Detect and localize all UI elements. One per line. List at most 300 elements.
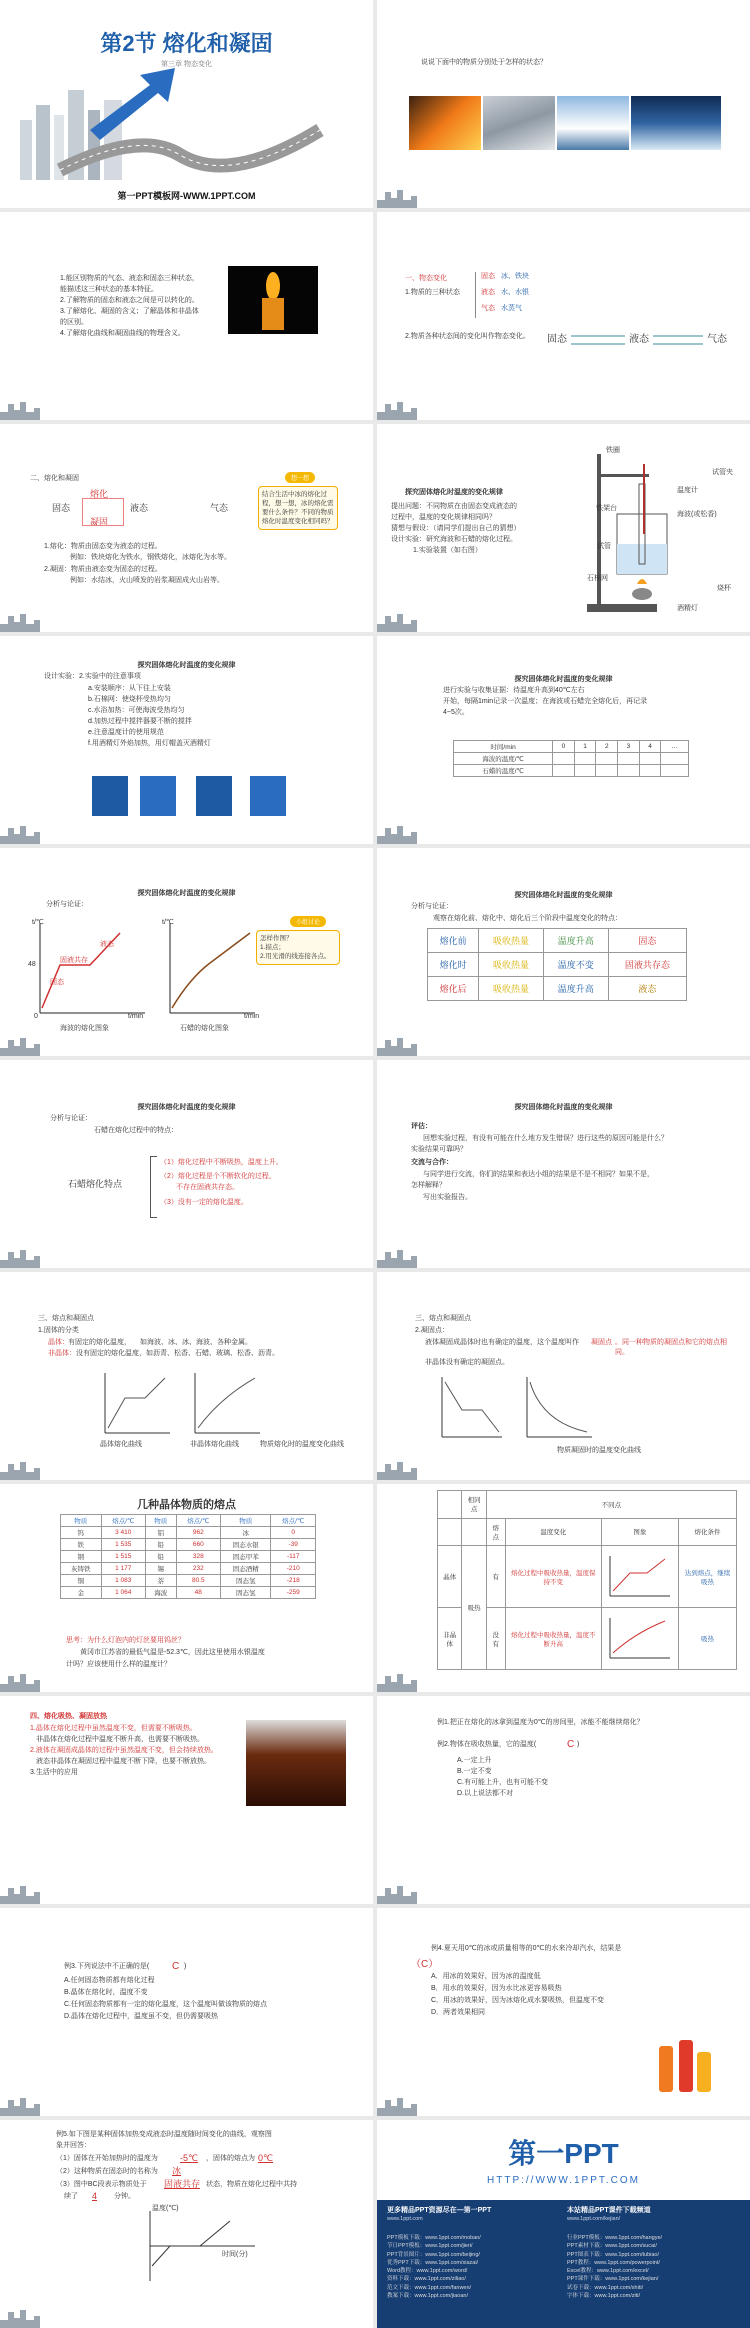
link-industry[interactable]: 行业PPT模板：www.1ppt.com/hangye/ xyxy=(567,2235,663,2241)
row-wax: 石蜡的温度/℃ xyxy=(454,765,553,777)
state-gas: 气态 xyxy=(481,305,495,312)
x-axis-label-2: t/min xyxy=(244,1013,260,1020)
origin-label: 0 xyxy=(34,1013,38,1020)
candle-photo xyxy=(228,266,318,334)
slide-20-example-4 xyxy=(377,1908,750,2116)
fp-intro: 2.凝固点： xyxy=(415,1327,449,1334)
section-heading: 一、物态变化 xyxy=(405,275,447,282)
curves-caption: 物质熔化时的温度变化曲线 xyxy=(260,1441,344,1448)
note-c: c.水浴加热：可使海波受热均匀 xyxy=(88,707,185,714)
objective-3: 3.了解熔化、凝固的含义；了解晶体和非晶体 xyxy=(60,308,199,315)
heat-2: 2.液体在凝固成晶体的过程中虽然温度不变，但会持续放热。 xyxy=(30,1747,218,1754)
freeze-curves xyxy=(437,1372,597,1442)
slide-2-question xyxy=(377,0,750,208)
feature-2: （2）熔化过程是个不断软化的过程， xyxy=(160,1173,276,1180)
stage-before: 熔化前 xyxy=(428,929,479,953)
mp-cell: 铁 xyxy=(61,1539,102,1551)
fp-amorphous: 非晶体没有确定的凝固点。 xyxy=(425,1359,509,1366)
promo-left-sub[interactable]: www.1ppt.com xyxy=(387,2216,423,2222)
objective-4: 4.了解熔化曲线和凝固曲线的物理含义。 xyxy=(60,330,185,337)
slide-3-objectives xyxy=(0,212,373,420)
stage-after-state: 液态 xyxy=(608,977,686,1001)
melting-point-table xyxy=(60,1514,316,1599)
option-b: B．用水的效果好，因为水比冰更容易吸热 xyxy=(431,1985,562,1992)
option-c: C.任何固态物质都有一定的熔化温度，这个温度叫做该物质的熔点 xyxy=(64,2001,267,2008)
objective-2: 2.了解物质的固态和液态之间是可以转化的。 xyxy=(60,297,199,304)
skyline-decoration xyxy=(0,398,373,420)
feature-1: （1）熔化过程中不断吸热，温度上升。 xyxy=(160,1159,283,1166)
section-heading: 二、熔化和凝固 xyxy=(30,475,79,482)
drink-bottles-photo xyxy=(649,2036,719,2096)
same-header: 相同点 xyxy=(462,1491,486,1519)
feature-3: （3）没有一定的熔化温度。 xyxy=(160,1199,248,1206)
example-4: 例4.夏天用0℃的冰或质量相等的0℃的水来冷却汽水，结果是 xyxy=(431,1945,622,1952)
q2-answer: 冰 xyxy=(172,2166,182,2176)
slide-11-wax xyxy=(0,1060,373,1268)
slide-title: 探究固体熔化时温度的变化规律 xyxy=(137,890,236,897)
heat-2b: 液态非晶体在凝固过程中温度不断下降，也要不断放热。 xyxy=(36,1758,211,1765)
mp-cell: 80.5 xyxy=(176,1575,220,1587)
corner xyxy=(438,1491,462,1519)
water-splash-photo xyxy=(557,96,629,150)
x-axis-label: t/min xyxy=(128,1013,144,1020)
amorphous-temp: 熔化过程中吸收热量，温度不断升高 xyxy=(505,1608,601,1670)
mp-cell: 1 535 xyxy=(101,1539,145,1551)
flow-solid: 固态 xyxy=(52,503,71,513)
section-heading: 四、熔化吸热、凝固放热 xyxy=(30,1713,107,1720)
melt-curves xyxy=(100,1368,270,1438)
segment-mixed: 固液共存 xyxy=(60,957,88,964)
stage-after-heat: 吸收热量 xyxy=(479,977,544,1001)
mp-cell: 962 xyxy=(176,1527,220,1539)
slide-13-classification xyxy=(0,1272,373,1480)
stage-during-state: 固液共存态 xyxy=(608,953,686,977)
option-d: D．两者效果相同 xyxy=(431,2009,486,2016)
mp-header-cell: 物质 xyxy=(221,1515,271,1527)
mp-cell: -39 xyxy=(271,1539,316,1551)
skyline-decoration xyxy=(0,2094,373,2116)
bracket xyxy=(475,272,477,318)
mp-cell: 1 083 xyxy=(101,1575,145,1587)
stage-after: 熔化后 xyxy=(428,977,479,1001)
states-intro: 1.物质的三种状态 xyxy=(405,289,460,296)
stage-table xyxy=(427,928,687,1001)
mp-cell: 萘 xyxy=(145,1575,176,1587)
graph-x-label: 时间(分) xyxy=(222,2251,248,2258)
stage-during: 熔化时 xyxy=(428,953,479,977)
skyline-decoration xyxy=(0,1034,373,1056)
link-excel[interactable]: Excel教程：www.1ppt.com/excel/ xyxy=(567,2268,649,2274)
apparatus-diagram xyxy=(577,444,727,624)
example-1: 例1.把正在熔化的冰拿到温度为0℃的房间里，冰能不能继续熔化？ xyxy=(437,1719,644,1726)
lesson-title: 第2节 熔化和凝固 xyxy=(100,31,273,56)
skyline-decoration xyxy=(0,1882,373,1904)
q1-a: （1）固体在开始加热时的温度为 xyxy=(56,2155,158,2162)
link-lessonplans[interactable]: 教案下载：www.1ppt.com/jiaoan/ xyxy=(387,2292,468,2299)
mp-cell: 48 xyxy=(176,1587,220,1599)
skyline-decoration xyxy=(377,1034,750,1056)
note-d: d.加热过程中搅拌器要不断的搅拌 xyxy=(88,718,192,725)
sub-graph: 图象 xyxy=(601,1518,678,1546)
crystal-temp: 熔化过程中吸收热量，温度保持不变 xyxy=(505,1546,601,1608)
amorphous-cond: 吸热 xyxy=(678,1608,736,1670)
amorphous-graph xyxy=(601,1608,678,1670)
link-backgrounds[interactable]: PPT背景图片：www.1ppt.com/beijing/ xyxy=(387,2251,480,2258)
skyline-decoration xyxy=(0,610,373,632)
amorphous-def: 没有固定的熔化温度，如沥青、松香、石蜡、玻璃、松香、沥青。 xyxy=(76,1350,279,1357)
link-essays[interactable]: 范文下载：www.1ppt.com/fanwen/ xyxy=(387,2284,472,2291)
y-axis-label: t/℃ xyxy=(32,919,44,926)
y-axis-label-2: t/℃ xyxy=(162,919,174,926)
feature-2b: 不存在固液共存态。 xyxy=(176,1184,239,1191)
analysis-label: 分析与论证： xyxy=(411,903,453,910)
label-thermometer: 温度计 xyxy=(677,487,698,494)
line-3: 4~5次。 xyxy=(443,709,469,716)
skyline-decoration xyxy=(377,1882,750,1904)
state-solid: 固态 xyxy=(481,273,495,280)
mp-cell: 铅 xyxy=(145,1539,176,1551)
col-3: 3 xyxy=(618,741,640,753)
skyline-decoration xyxy=(0,1246,373,1268)
fp-term: 凝固点 xyxy=(591,1339,612,1346)
mp-header-cell: 熔点/℃ xyxy=(176,1515,220,1527)
cycle-liquid: 液态 xyxy=(629,334,649,345)
label-beaker: 烧杯 xyxy=(717,585,731,592)
sub-melting-point: 熔点 xyxy=(486,1518,505,1546)
y-48-label: 48 xyxy=(28,961,36,968)
hypo-caption: 海波的熔化图象 xyxy=(60,1025,109,1032)
option-a: A．用冰的效果好，因为冰的温度低 xyxy=(431,1973,541,1980)
slide-1-title xyxy=(0,0,373,208)
change-definition: 2.物质各种状态间的变化叫作物态变化。 xyxy=(405,333,530,340)
mp-row xyxy=(61,1587,316,1599)
iced-drink-photo xyxy=(246,1720,346,1806)
promo-url: HTTP://WWW.1PPT.COM xyxy=(487,2175,640,2186)
eval-q1: 回想实验过程，有没有可能在什么地方发生错误？进行这些的原因可能是什么？ xyxy=(423,1135,668,1142)
tip-2: 1.描点； xyxy=(260,944,285,952)
intro: 设计实验：2.实验中的注意事项 xyxy=(44,673,141,680)
link-courseware[interactable]: PPT课件下载：www.1ppt.com/kejian/ xyxy=(567,2276,659,2283)
think-q3: 计吗？应该使用什么样的温度计？ xyxy=(66,1661,171,1668)
mp-header-cell: 物质 xyxy=(61,1515,102,1527)
col-1: 1 xyxy=(574,741,596,753)
mp-cell: -218 xyxy=(271,1575,316,1587)
flow-gas: 气态 xyxy=(210,503,229,513)
link-word[interactable]: Word教程：www.1ppt.com/word/ xyxy=(387,2268,468,2274)
note-b: b.石棉网：使烧杯受热均匀 xyxy=(88,696,171,703)
stage-during-heat: 吸收热量 xyxy=(479,953,544,977)
note-e: e.注意温度计的使用规范 xyxy=(88,729,164,736)
mp-cell: 1 515 xyxy=(101,1551,145,1563)
label-clamp: 试管夹 xyxy=(712,469,733,476)
mp-cell: 固态酒精 xyxy=(221,1563,271,1575)
line-2: 开始，每隔1min记录一次温度；在海波或石蜡完全熔化后，再记录 xyxy=(443,698,648,705)
freeze-example: 例如：水结冰，火山喷发的岩浆凝固成火山岩等。 xyxy=(70,577,224,584)
promo-logo: 第一PPT xyxy=(508,2138,619,2169)
heat-1b: 非晶体在熔化过程中温度不断升高，也需要不断吸热。 xyxy=(36,1736,204,1743)
label-gauze: 石棉网 xyxy=(587,575,608,582)
mp-cell: 钢 xyxy=(61,1551,102,1563)
label-iron-ring: 铁圈 xyxy=(606,447,620,454)
state-liquid: 液态 xyxy=(481,289,495,296)
same-value: 吸热 xyxy=(462,1546,486,1670)
slide-title: 探究固体熔化时温度的变化规律 xyxy=(405,489,503,496)
link-fonts[interactable]: 字体下载：www.1ppt.com/ziti/ xyxy=(567,2292,641,2299)
example-3: 例3.下列说法中不正确的是( xyxy=(64,1963,150,1970)
option-a: A.一定上升 xyxy=(457,1757,492,1764)
q3-c: 续了 xyxy=(64,2193,78,2200)
line-2: 过程中，温度的变化规律相同吗？ xyxy=(391,514,496,521)
melt-example: 例如：铁块熔化为铁水，钢铁熔化，冰熔化为水等。 xyxy=(70,554,231,561)
mp-cell: 固态水银 xyxy=(221,1539,271,1551)
slide-17-heat xyxy=(0,1696,373,1904)
mp-cell: 0 xyxy=(271,1527,316,1539)
share-q1: 与同学进行交流，你们的结果和表达小组的结果是不是不相同？如果不是， xyxy=(423,1171,654,1178)
brace xyxy=(150,1156,157,1218)
chapter-subtitle: 第三章 物态变化 xyxy=(161,61,212,68)
metal-bars-photo xyxy=(483,96,555,150)
crystal-curve-caption: 晶体熔化曲线 xyxy=(100,1441,142,1448)
mp-cell: 328 xyxy=(176,1551,220,1563)
q3-answer-2: 4 xyxy=(92,2191,98,2201)
col-more: … xyxy=(661,741,689,753)
label-burner: 酒精灯 xyxy=(677,605,698,612)
skyline-decoration xyxy=(377,822,750,844)
state-solid-example: 冰、铁块 xyxy=(501,273,529,280)
example-2-close: ) xyxy=(577,1741,580,1748)
example-3-answer: C xyxy=(172,1961,180,1972)
share-q2: 怎样解释？ xyxy=(411,1182,446,1189)
col-0: 0 xyxy=(553,741,575,753)
heat-1: 1.晶体在熔化过程中虽然温度不变，但需要不断吸热。 xyxy=(30,1725,197,1732)
row-amorphous: 非晶体 xyxy=(438,1608,462,1670)
promo-right-links xyxy=(567,2234,662,2300)
mp-row xyxy=(61,1527,316,1539)
stage-before-state: 固态 xyxy=(608,929,686,953)
tip-3: 2.用光滑的线连接各点。 xyxy=(260,953,331,961)
analysis-label: 分析与论证： xyxy=(46,901,88,908)
mp-row xyxy=(61,1539,316,1551)
slide-18-examples xyxy=(377,1696,750,1904)
mp-cell: 海波 xyxy=(145,1587,176,1599)
diff-header: 不同点 xyxy=(486,1491,736,1519)
crystal-def: 有固定的熔化温度， xyxy=(68,1339,131,1346)
sub-temp-change: 温度变化 xyxy=(505,1518,601,1546)
link-downloads[interactable]: 优秀PPT下载：www.1ppt.com/xiazai/ xyxy=(387,2259,479,2266)
example-5: 例5.如下图是某种固体加热变成液态时温度随时间变化的曲线，观察图 xyxy=(56,2131,272,2138)
slide-14-freezing-point xyxy=(377,1272,750,1480)
analysis-text: 石蜡在熔化过程中的特点： xyxy=(94,1127,178,1134)
slide-title: 探究固体熔化时温度的变化规律 xyxy=(137,1104,236,1111)
link-holidays[interactable]: 节日PPT模板：www.1ppt.com/jieri/ xyxy=(387,2243,473,2250)
mp-row xyxy=(61,1575,316,1587)
sub-condition: 熔化条件 xyxy=(678,1518,736,1546)
mp-row xyxy=(61,1563,316,1575)
wax-features-label: 石蜡熔化特点 xyxy=(68,1179,123,1189)
skyline-decoration xyxy=(377,186,750,208)
mp-cell: 灰铸铁 xyxy=(61,1563,102,1575)
step-image-1 xyxy=(92,776,128,816)
promo-left-links xyxy=(387,2234,481,2300)
think-tip: 结合生活中冰的熔化过程，想一想，冰的熔化需要什么条件？不同的物质熔化时温度变化相同吗？ xyxy=(258,486,338,530)
eval-label: 评估： xyxy=(411,1123,432,1130)
link-assets[interactable]: PPT素材下载：www.1ppt.com/sucai/ xyxy=(567,2243,657,2250)
amorphous-curve-caption: 非晶体熔化曲线 xyxy=(190,1441,239,1448)
option-d: D.晶体在熔化过程中，温度虽不变，但仍需要吸热 xyxy=(64,2013,218,2020)
share-label: 交流与合作： xyxy=(411,1159,453,1166)
mp-cell: 铅 xyxy=(145,1551,176,1563)
promo-left-title[interactable]: 更多精品PPT资源尽在—第一PPT xyxy=(387,2207,492,2214)
fp-def-a: 液体凝固成晶体时也有确定的温度，这个温度叫作 xyxy=(425,1339,579,1346)
stage-before-temp: 温度升高 xyxy=(543,929,608,953)
state-liquid-example: 水、水银 xyxy=(501,289,529,296)
skyline-decoration xyxy=(377,1670,750,1692)
think-q2: 黄冈市江苏省的最低气温是-52.3℃，因此这里使用水银温度 xyxy=(80,1649,265,1656)
q1-answer-1: -5℃ xyxy=(180,2153,199,2163)
note-a: a.安装顺序：从下往上安装 xyxy=(88,685,171,692)
mp-cell: 锡 xyxy=(145,1563,176,1575)
objective-1b: 能描述这三种状态的基本特征。 xyxy=(60,286,158,293)
mp-cell: 铜 xyxy=(61,1575,102,1587)
slide-21-example-5 xyxy=(0,2120,373,2328)
slide-4-states xyxy=(377,212,750,420)
mp-cell: 660 xyxy=(176,1539,220,1551)
slide-title: 探究固体熔化时温度的变化规律 xyxy=(514,1104,613,1111)
section-heading: 三、熔点和凝固点 xyxy=(415,1315,471,1322)
mp-cell: 固态氢 xyxy=(221,1575,271,1587)
line-5: 1.实验装置（如右图） xyxy=(413,547,482,554)
slide-title: 探究固体熔化时温度的变化规律 xyxy=(137,662,236,669)
col-4: 4 xyxy=(639,741,661,753)
line-1: 提出问题：不同物质在由固态变成液态的 xyxy=(391,503,517,510)
melt-definition: 1.熔化：物质由固态变为液态的过程。 xyxy=(44,543,162,550)
slide-15-melting-points xyxy=(0,1484,373,1692)
crystal-label: 晶体： xyxy=(48,1339,69,1346)
freeze-definition: 2.凝固：物质由液态变为固态的过程。 xyxy=(44,566,162,573)
slide-19-example-3 xyxy=(0,1908,373,2116)
mp-cell: 金 xyxy=(61,1587,102,1599)
label-stand: 铁架台 xyxy=(596,505,617,512)
mp-header-cell: 熔点/℃ xyxy=(101,1515,145,1527)
link-templates[interactable]: PPT模板下载：www.1ppt.com/moban/ xyxy=(387,2235,481,2241)
slide-9-graphs xyxy=(0,848,373,1056)
mp-cell: 固态氢 xyxy=(221,1587,271,1599)
slide-10-stages xyxy=(377,848,750,1056)
section-heading: 三、熔点和凝固点 xyxy=(38,1315,94,1322)
note-f: f.用酒精灯外焰加热，用灯帽盖灭酒精灯 xyxy=(88,740,211,747)
amorphous-mp: 没有 xyxy=(486,1608,505,1670)
city-arrow-illustration xyxy=(0,60,373,200)
mp-cell: 固态甲苯 xyxy=(221,1551,271,1563)
slide-22-promo xyxy=(377,2120,750,2328)
segment-liquid: 液态 xyxy=(100,941,114,948)
link-charts[interactable]: PPT图表下载：www.1ppt.com/tubiao/ xyxy=(567,2251,660,2258)
mp-cell: -259 xyxy=(271,1587,316,1599)
q3-answer-1: 固液共存 xyxy=(164,2179,201,2189)
graph-y-label: 温度(℃) xyxy=(152,2205,179,2212)
promo-right-title[interactable]: 本站精品PPT课件下载频道 xyxy=(567,2207,651,2214)
discuss-tag: 小组讨论 xyxy=(290,916,326,927)
fp-caption: 物质凝固时的温度变化曲线 xyxy=(557,1447,641,1454)
slide-6-setup xyxy=(377,424,750,632)
amorphous-label: 非晶体： xyxy=(48,1350,76,1357)
q2-a: （2）这种物质在固态时的名称为 xyxy=(56,2168,158,2175)
crystal-graph xyxy=(601,1546,678,1608)
crystal-mp: 有 xyxy=(486,1546,505,1608)
slide-7-precautions xyxy=(0,636,373,844)
q3-d: 分钟。 xyxy=(114,2193,135,2200)
example-2-answer: C xyxy=(567,1739,575,1750)
row-hypo: 海波的温度/℃ xyxy=(454,753,553,765)
cycle-arrows xyxy=(567,324,707,358)
crystal-cond: 达到熔点，继续吸热 xyxy=(678,1546,736,1608)
skyline-decoration xyxy=(0,1458,373,1480)
think-tag: 想一想 xyxy=(285,472,315,483)
mp-header-cell: 熔点/℃ xyxy=(271,1515,316,1527)
mp-cell: 3 410 xyxy=(101,1527,145,1539)
link-materials[interactable]: 资料下载：www.1ppt.com/ziliao/ xyxy=(387,2276,466,2283)
mp-cell: 冰 xyxy=(221,1527,271,1539)
line-4: 设计实验：研究海波和石蜡的熔化过程。 xyxy=(391,536,517,543)
skyline-decoration xyxy=(0,1670,373,1692)
q3-a: （3）图中BC段表示物质处于 xyxy=(56,2181,147,2188)
slide-title: 探究固体熔化时温度的变化规律 xyxy=(514,676,613,683)
q3-b: 状态，物质在熔化过程中共持 xyxy=(206,2181,297,2188)
slide-title: 探究固体熔化时温度的变化规律 xyxy=(514,892,613,899)
col-2: 2 xyxy=(596,741,618,753)
fp-def-b: 。同一种物质的凝固点和它的熔点相同。 xyxy=(615,1339,727,1357)
heating-graph xyxy=(140,2206,260,2286)
link-ppt-tutorial[interactable]: PPT教程：www.1ppt.com/powerpoint/ xyxy=(567,2259,660,2266)
segment-solid: 固态 xyxy=(50,979,64,986)
mp-cell: 铝 xyxy=(145,1527,176,1539)
option-b: B.一定不变 xyxy=(457,1768,492,1775)
iceberg-photo xyxy=(631,96,721,150)
skyline-decoration xyxy=(377,1246,750,1268)
mp-cell: 钨 xyxy=(61,1527,102,1539)
heat-3: 3.生活中的应用 xyxy=(30,1769,78,1776)
row-crystal: 晶体 xyxy=(438,1546,462,1608)
class-intro: 1.固体的分类 xyxy=(38,1327,79,1334)
comparison-table xyxy=(437,1490,737,1670)
record-table xyxy=(453,740,689,777)
stage-before-heat: 吸收热量 xyxy=(479,929,544,953)
mp-header-cell: 物质 xyxy=(145,1515,176,1527)
mp-cell: -210 xyxy=(271,1563,316,1575)
option-d: D.以上说法都不对 xyxy=(457,1790,513,1797)
highlight-box xyxy=(82,498,124,526)
line-1: 进行实验与收集证据：待温度升高到40℃左右 xyxy=(443,687,585,694)
step-image-4 xyxy=(250,776,286,816)
example-2: 例2.物体在吸收热量，它的温度( xyxy=(437,1741,537,1748)
label-sample: 海波(或松香) xyxy=(677,511,717,518)
melt-label: 熔化 xyxy=(90,489,109,499)
option-c: C.有可能上升，也有可能不变 xyxy=(457,1779,548,1786)
state-gas-example: 水蒸气 xyxy=(501,305,522,312)
slide-title: 几种晶体物质的熔点 xyxy=(137,1499,236,1511)
example-3-close: ) xyxy=(184,1963,187,1970)
option-b: B.晶体在熔化时，温度不变 xyxy=(64,1989,148,1996)
example-5b: 象并回答： xyxy=(56,2142,91,2149)
brand-footer: 第一PPT模板网-WWW.1PPT.COM xyxy=(117,191,256,201)
q1-b: ，固体的熔点为 xyxy=(206,2155,255,2162)
line-3: 猜想与假设：（请同学们提出自己的猜想） xyxy=(391,525,521,532)
mp-cell: 1 064 xyxy=(101,1587,145,1599)
slide-16-comparison xyxy=(377,1484,750,1692)
label-tube: 试管 xyxy=(597,543,611,550)
link-exams[interactable]: 试卷下载：www.1ppt.com/shiti/ xyxy=(567,2284,644,2291)
promo-right-sub[interactable]: www.1ppt.com/kejian/ xyxy=(567,2216,621,2222)
